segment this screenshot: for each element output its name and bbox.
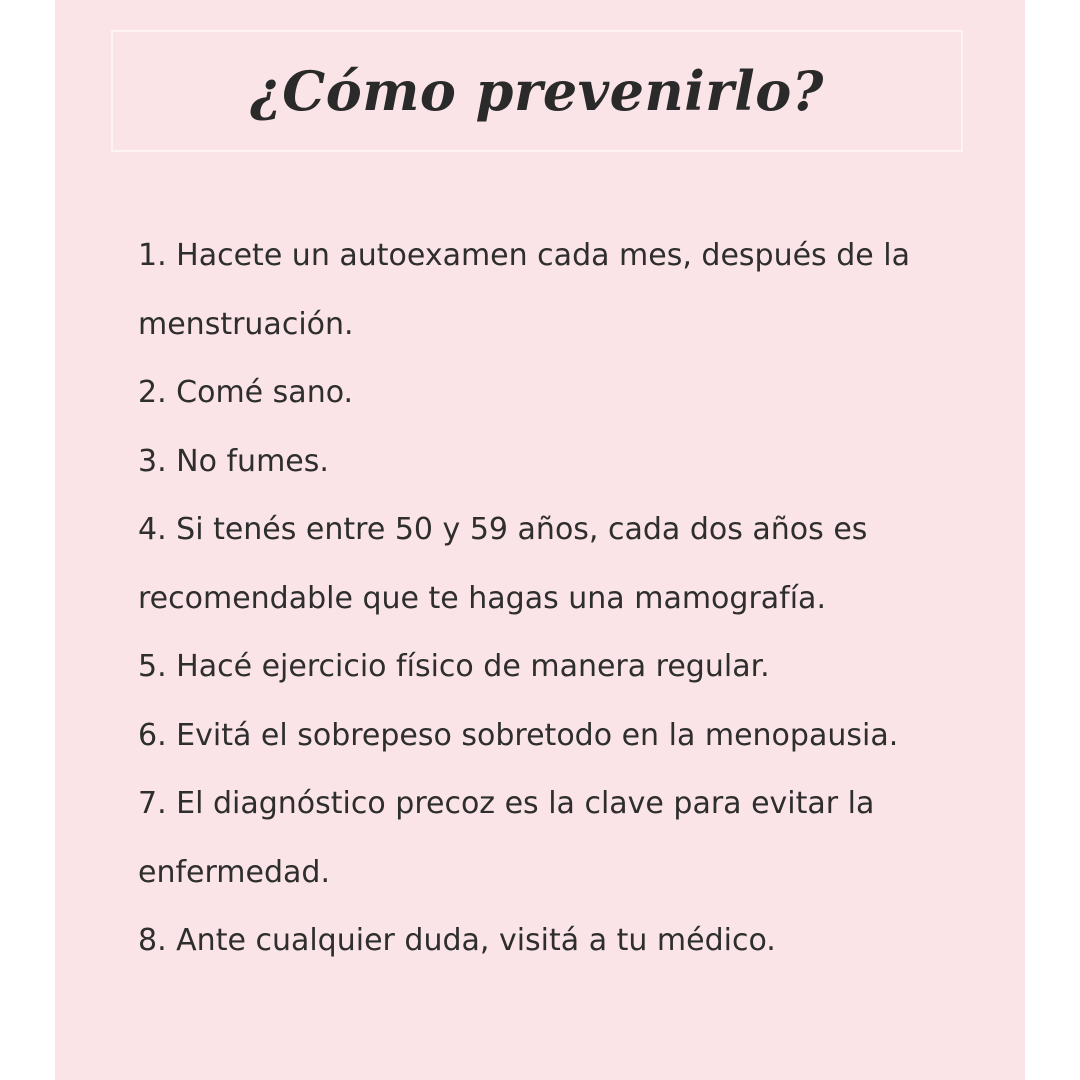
list-item: 7. El diagnóstico precoz es la clave para evitar la enfermedad. xyxy=(138,786,875,890)
list-item: 8. Ante cualquier duda, visitá a tu médico. xyxy=(138,923,776,958)
list-item: 3. No fumes. xyxy=(138,443,329,479)
list-item: 2. Comé sano. xyxy=(138,375,354,410)
list-item: 6. Evitá el sobrepeso sobretodo en la menopausia. xyxy=(138,717,899,753)
title-frame xyxy=(111,30,963,152)
list-item: 1. Hacete un autoexamen cada mes, después de la menstruación. xyxy=(138,238,910,342)
info-card xyxy=(55,0,1025,1080)
list-item: 4. Si tenés entre 50 y 59 años, cada dos años es recomendable que te hagas una mamografía. xyxy=(138,512,868,616)
page-title: ¿Cómo prevenirlo? xyxy=(250,59,824,123)
prevention-tips-list xyxy=(138,222,968,976)
list-item: 5. Hacé ejercicio físico de manera regular. xyxy=(138,649,770,684)
